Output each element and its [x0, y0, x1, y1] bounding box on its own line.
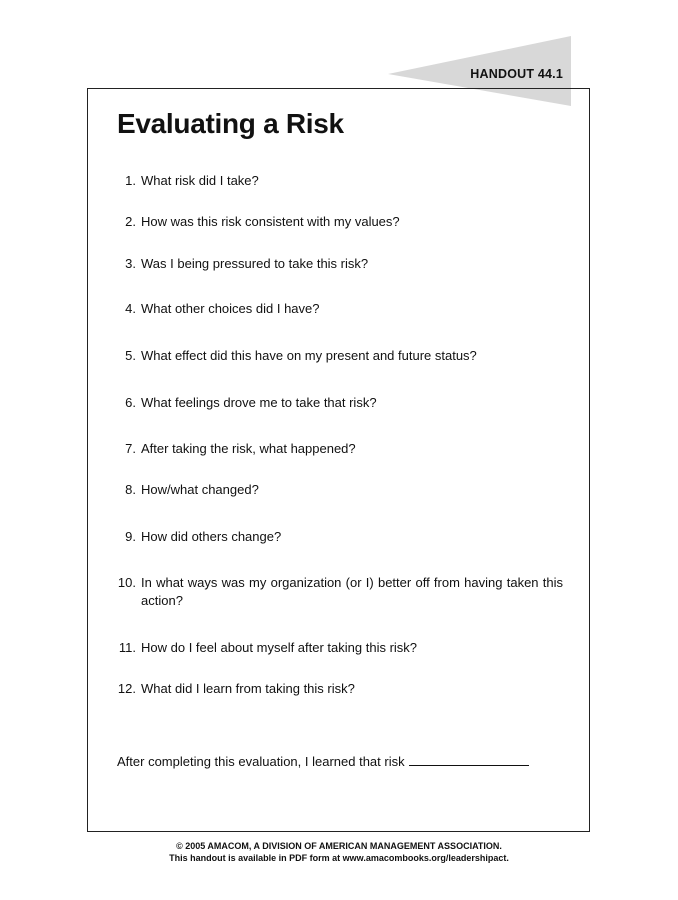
question-number: 8.: [125, 482, 136, 497]
question-text: After taking the risk, what happened?: [141, 441, 356, 456]
page-title: Evaluating a Risk: [117, 108, 344, 139]
question-number: 7.: [125, 441, 136, 456]
question-item: [114, 680, 584, 698]
question-number: 1.: [125, 173, 136, 188]
question-item: [114, 394, 584, 412]
handout-label: HANDOUT 44.1: [470, 67, 563, 81]
footer-availability: This handout is available in PDF form at www.amacombooks.org/leadershipact.: [169, 853, 509, 863]
question-text: How/what changed?: [141, 482, 259, 497]
question-item: [114, 440, 584, 458]
question-item: [114, 172, 584, 190]
question-text: How was this risk consistent with my values?: [141, 214, 400, 229]
conclusion-blank-field[interactable]: [409, 753, 529, 766]
question-text: What other choices did I have?: [141, 301, 320, 316]
question-item: [114, 300, 584, 318]
question-text: What effect did this have on my present and future status?: [141, 348, 477, 363]
question-number: 5.: [125, 348, 136, 363]
question-item: [114, 213, 584, 231]
question-number: 11.: [118, 640, 136, 655]
conclusion-text: After completing this evaluation, I learned that risk: [117, 754, 405, 769]
question-number: 12.: [117, 681, 136, 696]
question-item: [114, 639, 584, 657]
question-number: 3.: [125, 256, 136, 271]
footer-copyright: © 2005 AMACOM, A DIVISION OF AMERICAN MANAGEMENT ASSOCIATION.: [176, 841, 502, 851]
question-number: 6.: [125, 395, 136, 410]
handout-frame: [87, 88, 590, 832]
question-text: How do I feel about myself after taking this risk?: [141, 640, 418, 655]
conclusion-line: [117, 753, 529, 771]
question-text: Was I being pressured to take this risk?: [141, 256, 369, 271]
question-item: [114, 255, 584, 273]
question-item: [114, 481, 584, 499]
question-text: How did others change?: [141, 529, 282, 544]
question-number: 10.: [117, 575, 136, 590]
question-text: What did I learn from taking this risk?: [141, 681, 355, 696]
question-number: 2.: [125, 214, 136, 229]
question-item: [114, 528, 584, 546]
question-number: 4.: [125, 301, 136, 316]
question-text: What risk did I take?: [141, 173, 259, 188]
question-item: [114, 347, 584, 365]
question-text: What feelings drove me to take that risk?: [141, 395, 377, 410]
question-item: [114, 574, 584, 610]
question-text: In what ways was my organization (or I) better off from having taken this action?: [141, 575, 563, 608]
question-number: 9.: [125, 529, 136, 544]
